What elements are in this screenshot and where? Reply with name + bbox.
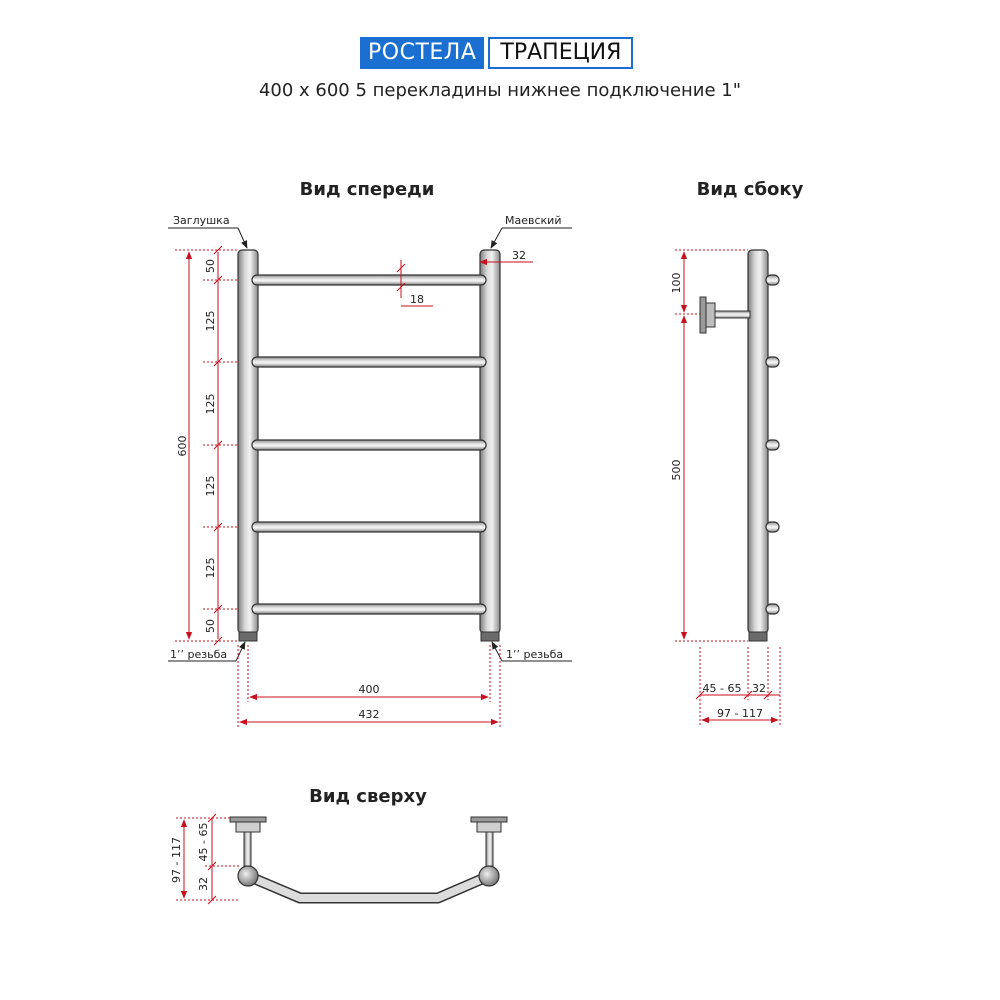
rung-3 xyxy=(252,440,486,450)
side-bracket-arm xyxy=(714,311,750,318)
side-pipe xyxy=(748,250,768,633)
dim-total-height: 600 xyxy=(176,435,189,457)
thread-left-label: 1’’ резьба xyxy=(170,648,228,661)
side-rung-5 xyxy=(766,604,779,614)
top-dimension-labels xyxy=(170,823,210,891)
side-view-title: Вид сбоку xyxy=(696,179,804,200)
top-left-pipe xyxy=(238,866,258,886)
side-dim-pipe: 32 xyxy=(752,682,766,695)
brand-label: РОСТЕЛА xyxy=(360,37,484,69)
thread-right-callout xyxy=(492,642,572,661)
top-view-title: Вид сверху xyxy=(309,786,427,807)
front-dimensions xyxy=(175,246,533,728)
side-bracket-plate xyxy=(700,297,706,333)
dim-seg-6: 50 xyxy=(204,619,217,633)
thread-left-callout xyxy=(168,642,245,661)
dim-seg-1: 50 xyxy=(204,259,217,273)
side-rung-2 xyxy=(766,357,779,367)
dim-seg-3: 125 xyxy=(204,393,217,415)
thread-right-label: 1’’ резьба xyxy=(506,648,564,661)
front-dimension-labels xyxy=(176,249,526,721)
top-towel-rail xyxy=(230,817,507,898)
front-view-title: Вид спереди xyxy=(299,179,435,200)
top-dim-pipe: 32 xyxy=(197,877,210,891)
rung-2 xyxy=(252,357,486,367)
side-thread xyxy=(749,632,767,641)
dim-bar-diameter: 18 xyxy=(410,293,424,306)
dim-outer-width: 432 xyxy=(358,708,380,721)
plug-label: Заглушка xyxy=(173,214,230,227)
side-rung-1 xyxy=(766,275,779,285)
plug-callout xyxy=(168,214,247,248)
top-right-plate xyxy=(471,817,507,822)
rung-1 xyxy=(252,275,486,285)
rung-4 xyxy=(252,522,486,532)
dim-seg-5: 125 xyxy=(204,557,217,579)
model-label: ТРАПЕЦИЯ xyxy=(488,37,633,69)
left-thread xyxy=(239,632,257,641)
mayevsky-callout xyxy=(491,214,572,248)
right-thread xyxy=(481,632,499,641)
top-right-pipe xyxy=(479,866,499,886)
top-dim-offset: 45 - 65 xyxy=(197,822,210,862)
side-rung-4 xyxy=(766,522,779,532)
dim-pipe-diameter: 32 xyxy=(512,249,526,262)
rung-5 xyxy=(252,604,486,614)
dim-seg-4: 125 xyxy=(204,475,217,497)
dim-inner-width: 400 xyxy=(358,683,380,696)
side-dim-top: 100 xyxy=(670,272,683,294)
top-left-mount xyxy=(236,822,260,832)
side-dim-main: 500 xyxy=(670,459,683,481)
top-right-mount xyxy=(477,822,501,832)
front-towel-rail xyxy=(238,250,500,641)
top-left-plate xyxy=(230,817,266,822)
top-dim-total-depth: 97 - 117 xyxy=(170,837,183,883)
side-bracket-mount xyxy=(706,303,715,327)
top-left-arm xyxy=(244,832,251,866)
side-rung-3 xyxy=(766,440,779,450)
subtitle: 400 x 600 5 перекладины нижнее подключение 1" xyxy=(258,80,742,101)
mayevsky-label: Маевский xyxy=(505,214,562,227)
top-right-arm xyxy=(486,832,493,866)
dim-seg-2: 125 xyxy=(204,310,217,332)
side-dim-total-depth: 97 - 117 xyxy=(717,707,763,720)
side-towel-rail xyxy=(700,250,779,641)
side-dim-offset: 45 - 65 xyxy=(702,682,742,695)
